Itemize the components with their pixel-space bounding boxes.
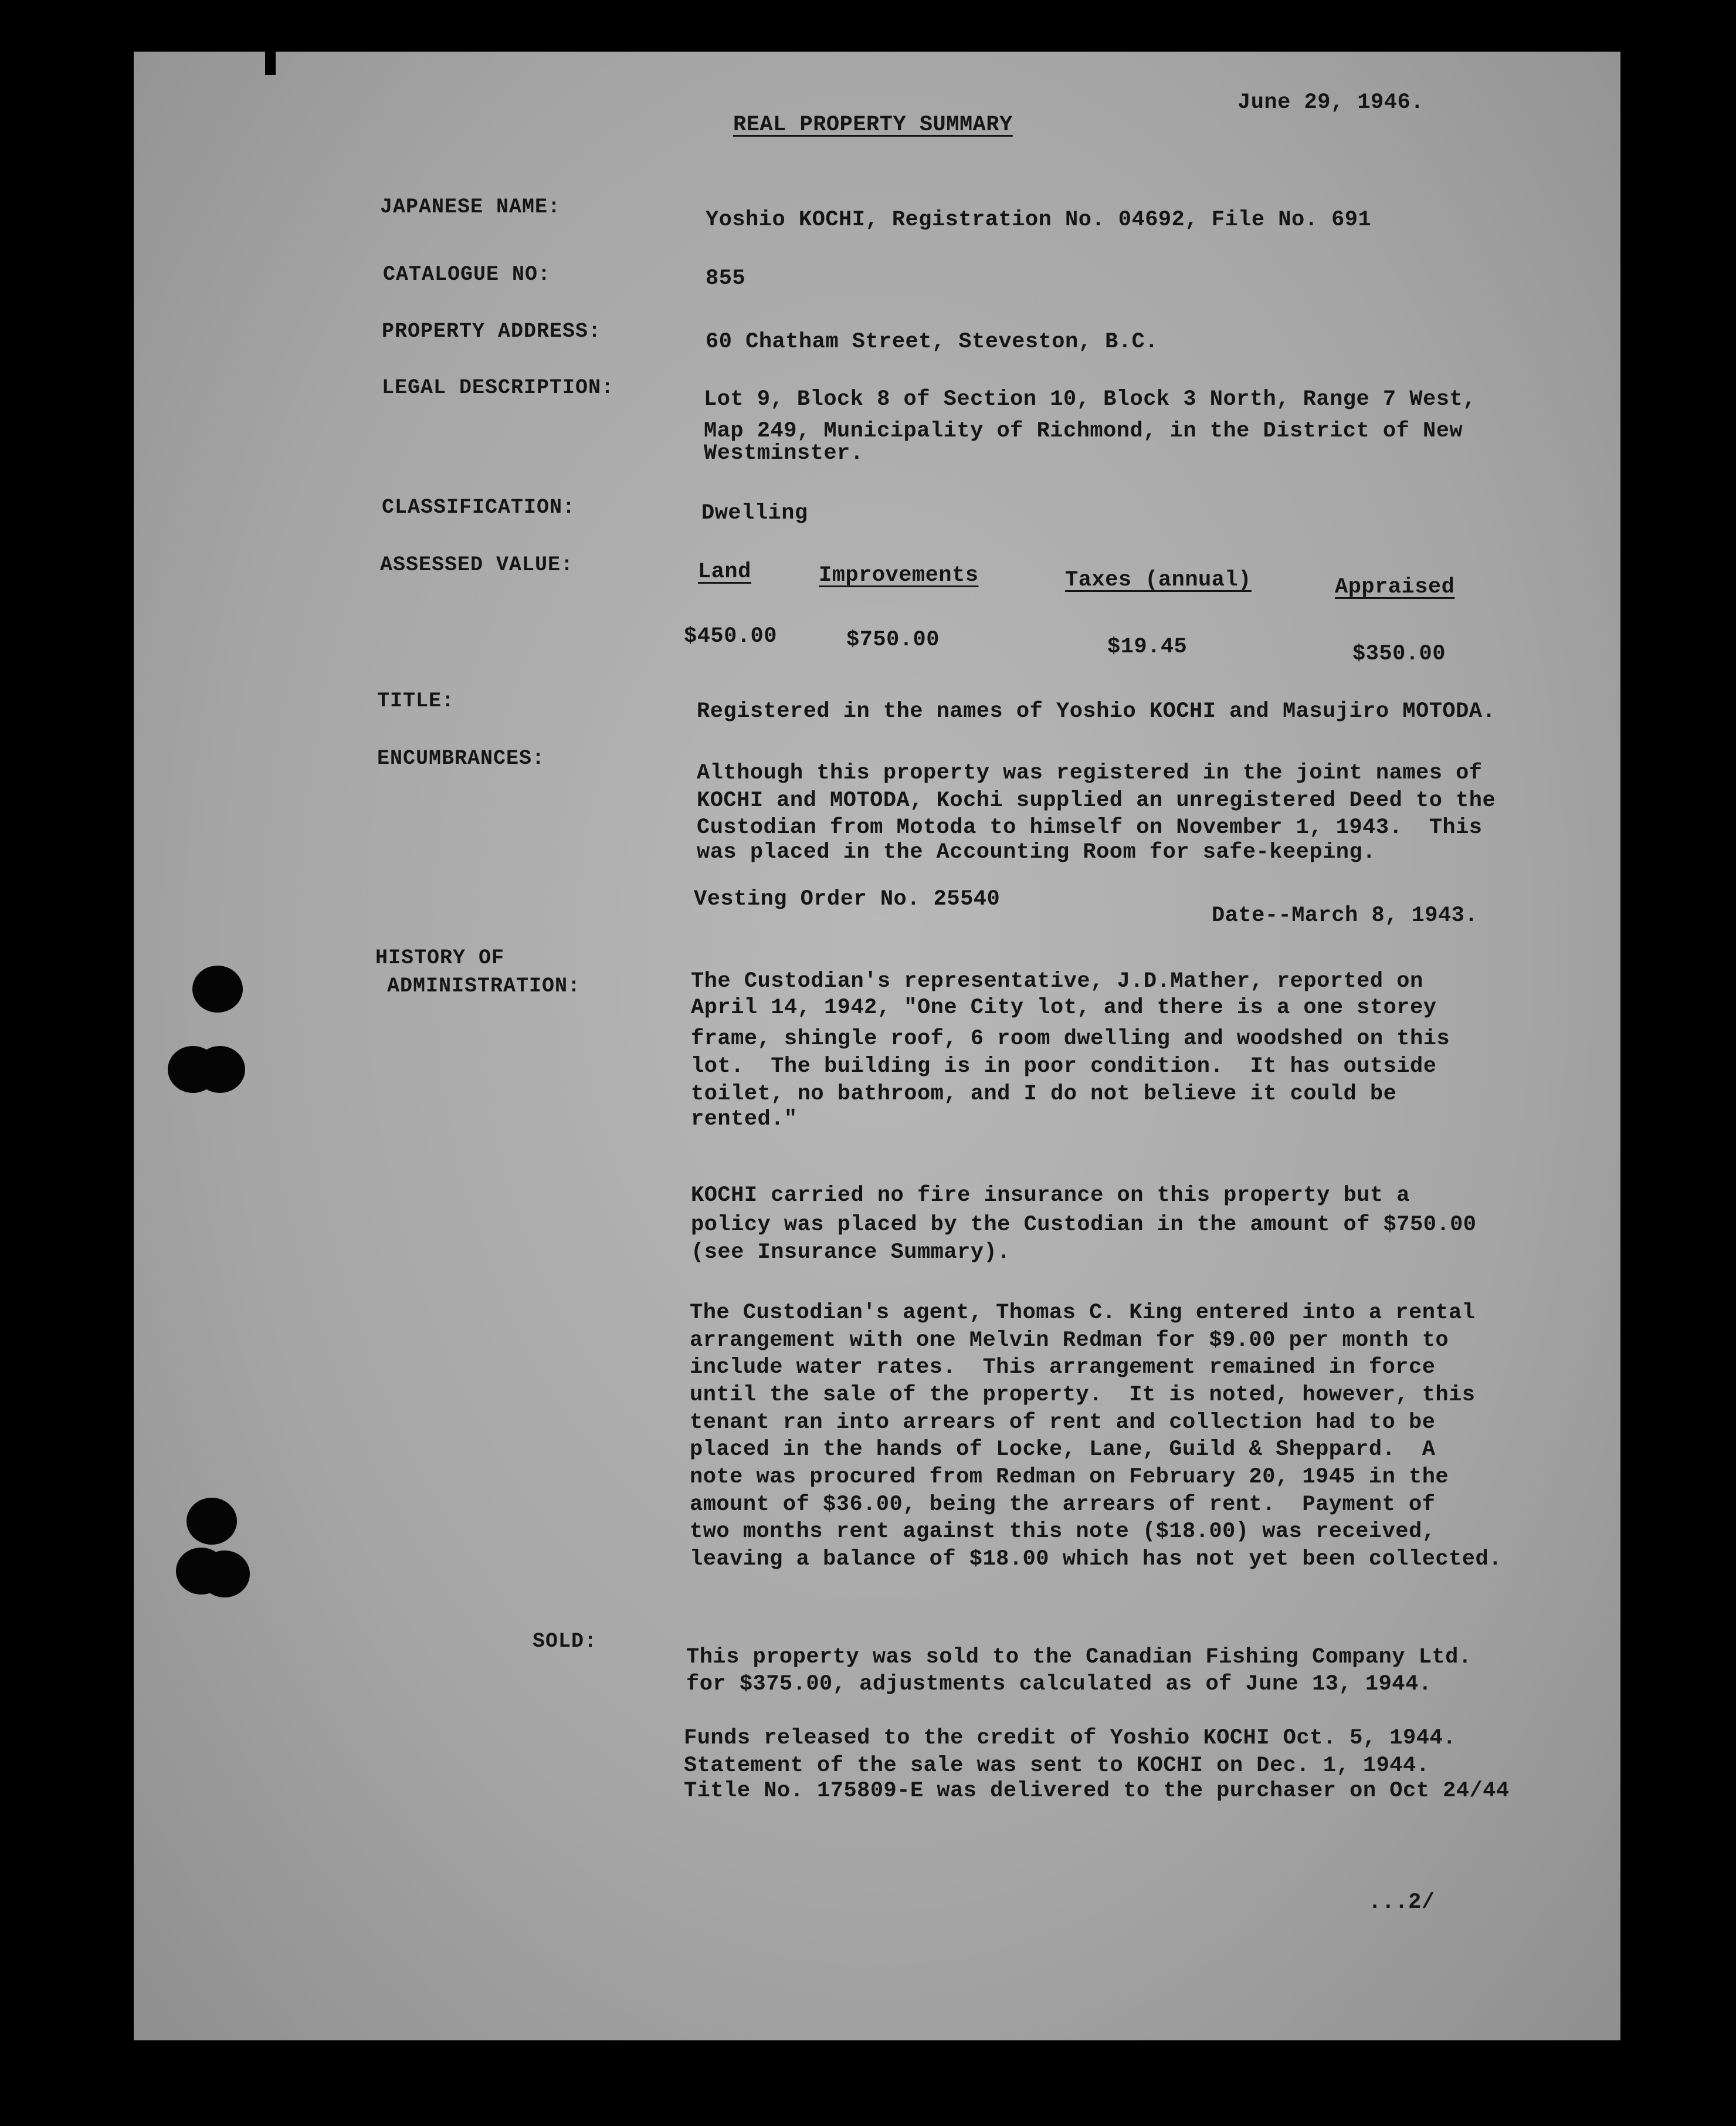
assessed-value-taxes: $19.45: [1107, 635, 1188, 659]
history-para3-line: two months rent against this note ($18.00) was received,: [690, 1519, 1436, 1544]
assessed-header-appraised: Appraised: [1335, 575, 1455, 600]
document-page: [134, 52, 1620, 2040]
punch-hole: [187, 1498, 237, 1545]
history-para2-line: (see Insurance Summary).: [691, 1240, 1011, 1265]
label-japanese-name: JAPANESE NAME:: [380, 195, 561, 219]
assessed-header-taxes: Taxes (annual): [1065, 568, 1252, 593]
history-para3-line: note was procured from Redman on February 20, 1945 in the: [690, 1465, 1449, 1489]
punch-hole: [195, 1046, 245, 1093]
label-assessed-value: ASSESSED VALUE:: [380, 553, 574, 577]
label-property-address: PROPERTY ADDRESS:: [382, 320, 602, 343]
legal-description-line: Westminster.: [704, 441, 864, 466]
history-para3-line: leaving a balance of $18.00 which has not yet been collected.: [690, 1547, 1502, 1572]
assessed-header-land: Land: [698, 560, 751, 584]
value-classification: Dwelling: [701, 501, 808, 526]
legal-description-line: Map 249, Municipality of Richmond, in the District of New: [704, 419, 1463, 444]
history-para1-line: toilet, no bathroom, and I do not believe it could be: [691, 1082, 1397, 1106]
vesting-date: Date--March 8, 1943.: [1212, 903, 1479, 928]
document-date: June 29, 1946.: [1237, 90, 1424, 115]
label-sold: SOLD:: [533, 1630, 598, 1653]
vesting-order: Vesting Order No. 25540: [694, 887, 1001, 912]
value-catalogue-no: 855: [706, 266, 746, 291]
history-para3-line: until the sale of the property. It is noted, however, this: [690, 1383, 1476, 1407]
page-continuation: ...2/: [1368, 1890, 1435, 1915]
history-para3-line: tenant ran into arrears of rent and collection had to be: [690, 1410, 1436, 1435]
history-para3-line: The Custodian's agent, Thomas C. King entered into a rental: [690, 1301, 1476, 1325]
label-classification: CLASSIFICATION:: [382, 496, 576, 519]
label-encumbrances: ENCUMBRANCES:: [377, 747, 545, 770]
assessed-value-appraised: $350.00: [1352, 642, 1446, 666]
sold-para2-line: Statement of the sale was sent to KOCHI on Dec. 1, 1944.: [684, 1753, 1430, 1778]
document-title: REAL PROPERTY SUMMARY: [733, 113, 1013, 137]
value-property-address: 60 Chatham Street, Steveston, B.C.: [706, 330, 1158, 354]
sold-para2-line: Funds released to the credit of Yoshio KOCHI Oct. 5, 1944.: [684, 1726, 1456, 1751]
history-para3-line: amount of $36.00, being the arrears of rent. Payment of: [690, 1492, 1436, 1517]
history-para3-line: include water rates. This arrangement remained in force: [690, 1355, 1436, 1380]
history-para1-line: The Custodian's representative, J.D.Mather, reported on: [691, 969, 1423, 994]
history-para1-line: frame, shingle roof, 6 room dwelling and woodshed on this: [691, 1027, 1450, 1051]
history-para1-line: April 14, 1942, "One City lot, and there is a one storey: [691, 996, 1437, 1020]
history-para2-line: policy was placed by the Custodian in the amount of $750.00: [691, 1213, 1477, 1237]
history-para1-line: rented.": [691, 1107, 798, 1132]
encumbrances-line: Although this property was registered in the joint names of: [697, 761, 1483, 786]
encumbrances-line: KOCHI and MOTODA, Kochi supplied an unregistered Deed to the: [697, 788, 1496, 813]
assessed-value-improvements: $750.00: [846, 628, 940, 652]
punch-hole: [192, 966, 243, 1013]
assessed-header-improvements: Improvements: [819, 563, 979, 588]
sold-para1-line: This property was sold to the Canadian Fishing Company Ltd.: [686, 1645, 1472, 1670]
label-title: TITLE:: [377, 689, 455, 713]
history-para2-line: KOCHI carried no fire insurance on this property but a: [691, 1183, 1410, 1208]
value-title: Registered in the names of Yoshio KOCHI and Masujiro MOTODA.: [697, 699, 1496, 724]
label-catalogue-no: CATALOGUE NO:: [383, 263, 551, 286]
legal-description-line: Lot 9, Block 8 of Section 10, Block 3 North, Range 7 West,: [704, 387, 1476, 412]
label-history-line2: ADMINISTRATION:: [387, 974, 581, 998]
encumbrances-line: was placed in the Accounting Room for safe-keeping.: [697, 840, 1376, 865]
value-japanese-name: Yoshio KOCHI, Registration No. 04692, File No. 691: [706, 208, 1372, 232]
history-para3-line: arrangement with one Melvin Redman for $9.00 per month to: [690, 1328, 1449, 1353]
punch-hole: [199, 1551, 250, 1597]
encumbrances-line: Custodian from Motoda to himself on November 1, 1943. This: [697, 815, 1483, 840]
label-history-line1: HISTORY OF: [375, 946, 505, 970]
sold-para1-line: for $375.00, adjustments calculated as of June 13, 1944.: [686, 1672, 1432, 1697]
assessed-value-land: $450.00: [684, 624, 777, 649]
sold-para2-line: Title No. 175809-E was delivered to the purchaser on Oct 24/44: [684, 1779, 1510, 1803]
label-legal-description: LEGAL DESCRIPTION:: [382, 376, 615, 400]
history-para1-line: lot. The building is in poor condition. It has outside: [691, 1054, 1437, 1079]
corner-tab: [265, 52, 276, 75]
history-para3-line: placed in the hands of Locke, Lane, Guild & Sheppard. A: [690, 1437, 1436, 1462]
